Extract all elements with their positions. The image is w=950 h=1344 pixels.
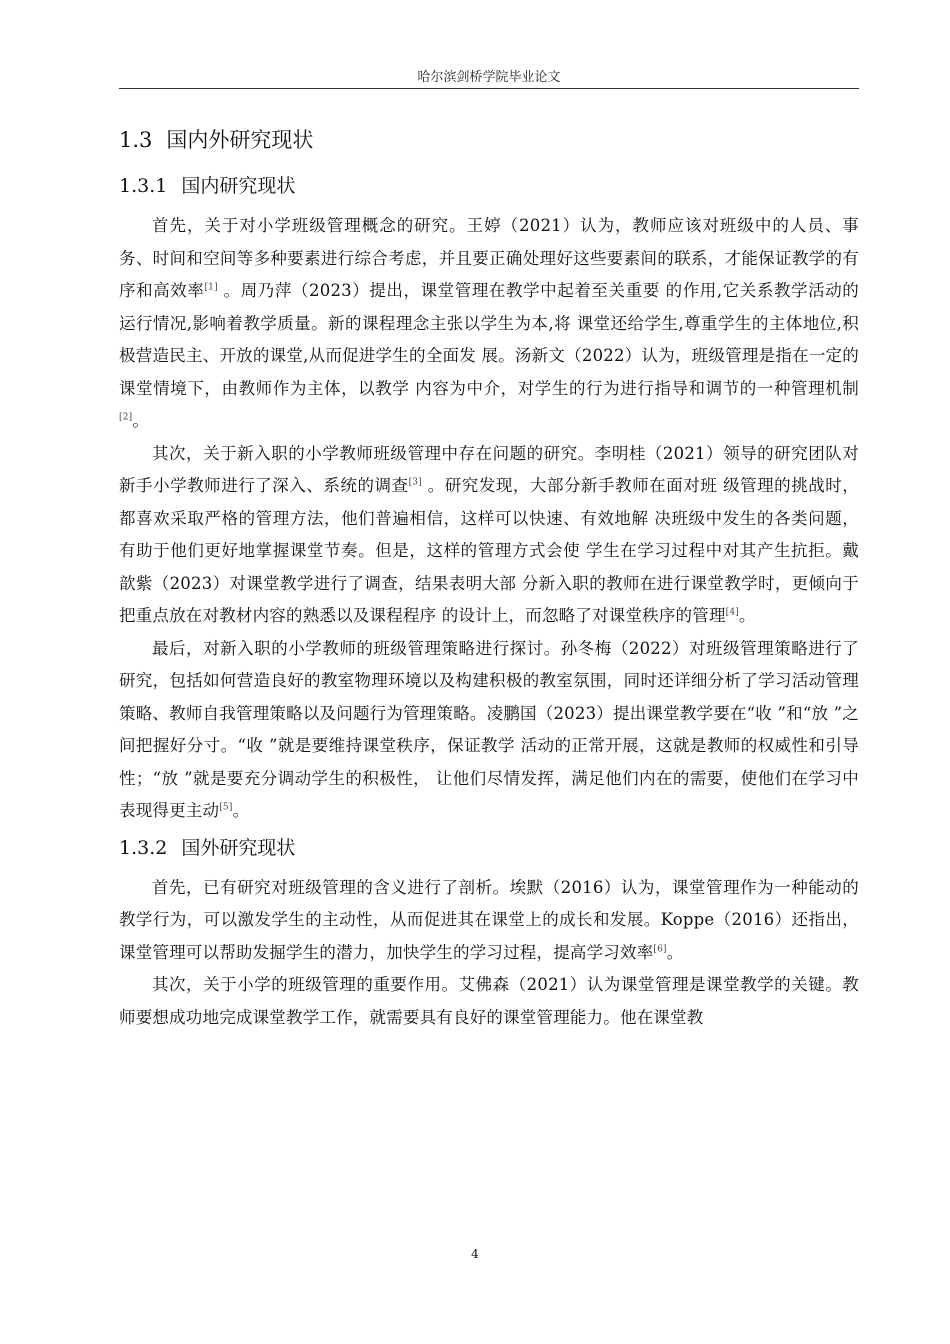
subsection-heading-domestic xyxy=(119,166,859,206)
page-number: 4 xyxy=(471,1247,479,1261)
paragraph-text: 首先，已有研究对班级管理的含义进行了剖析。埃默（2016）认为，课堂管理作为一种能动的教学行为，可以激发学生的主动性，从而促进其在课堂上的成长和发展。Koppe（2016）还指出，课堂管理可以帮助发掘学生的潜力，加快学生的学习过程，提高学习效率 xyxy=(119,877,859,962)
paragraph-domestic-concept xyxy=(119,210,859,438)
section-heading-wrap xyxy=(119,120,859,160)
section-title: 国内外研究现状 xyxy=(166,128,314,152)
subsection-number: 1.3.1 xyxy=(119,175,168,197)
section-heading xyxy=(119,120,859,160)
paragraph-text: 首先，关于对小学班级管理概念的研究。王婷（2021）认为，教师应该对班级中的人员、事务、时间和空间等多种要素进行综合考虑，并且要正确处理好这些要素间的联系，才能保证教学的有序和高效率 xyxy=(119,216,859,300)
paragraph-text: 。研究发现，大部分新手教师在面对班 级管理的挑战时，都喜欢采取严格的管理方法，他们普遍相信，这样可以快速、有效地解 决班级中发生的各类问题，有助于他们更好地掌握课堂节奏。但是，这样的管理方式会使 学生在学习过程中对其产生抗拒。戴歆紫（2023）对课堂教学进行了调查，结果表明大部 分新入职的教师在进行课堂教学时，更倾向于把重点放在对教材内容的熟悉以及课程程序 的设计上，而忽略了对课堂秩序的管理 xyxy=(119,476,860,625)
citation-ref: [4] xyxy=(725,607,740,618)
paragraph-domestic-strategies xyxy=(119,633,859,828)
paragraph-foreign-importance xyxy=(119,969,859,1034)
subsection-heading-wrap xyxy=(119,166,859,206)
citation-ref: [1] xyxy=(204,282,218,293)
citation-ref: [5] xyxy=(219,802,233,813)
citation-ref: [6] xyxy=(653,944,667,954)
section-number: 1.3 xyxy=(119,128,153,152)
paragraph-text: 。 xyxy=(739,606,756,625)
header-rule xyxy=(119,88,859,89)
subsection-heading-foreign xyxy=(119,828,859,868)
paragraph-text: 。 xyxy=(666,942,684,962)
running-header: 哈尔滨剑桥学院毕业论文 xyxy=(417,70,561,85)
subsection-heading-wrap xyxy=(119,828,859,868)
paragraph-text: 。 xyxy=(232,801,250,820)
paragraph-foreign-meaning xyxy=(119,872,859,970)
citation-ref: [2] xyxy=(119,412,133,423)
subsection-number: 1.3.2 xyxy=(119,836,168,859)
paragraph-text: 最后，对新入职的小学教师的班级管理策略进行探讨。孙冬梅（2022）对班级管理策略进行了研究，包括如何营造良好的教室物理环境以及构建积极的教室氛围，同时还详细分析了学习活动管理策略、教师自我管理策略以及问题行为管理策略。凌鹏国（2023）提出课堂教学要在“收 ”和“放 ”之间把握好分寸。“收 ”就是要维持课堂秩序，保证教学 活动的正常开展，这就是教师的权威性和引导性；“放 ”就是要充分调动学生的积极性， 让他们尽情发挥，满足他们内在的需要，使他们在学习中表现得更主动 xyxy=(119,638,859,820)
paragraph-text: 。 xyxy=(132,411,150,430)
subsection-title: 国内研究现状 xyxy=(181,175,296,197)
paragraph-domestic-problems xyxy=(119,438,859,633)
citation-ref: [3] xyxy=(408,477,422,488)
paragraph-text: 其次，关于小学的班级管理的重要作用。艾佛森（2021）认为课堂管理是课堂教学的关键。教师要想成功地完成课堂教学工作，就需要具有良好的课堂管理能力。他在课堂教 xyxy=(119,975,859,1027)
paragraph-text: 其次，关于新入职的小学教师班级管理中存在问题的研究。李明桂（2021）领导的研究团队对新手小学教师进行了深入、系统的调查 xyxy=(119,443,859,495)
paragraph-text: 。周乃萍（2023）提出，课堂管理在教学中起着至关重要 的作用,它关系教学活动的运行情况,影响着教学质量。新的课程理念主张以学生为本,将 课堂还给学生,尊重学生的主体地位,积极营造民主、开放的课堂,从而促进学生的全面发 展。汤新文（2022）认为，班级管理是指在一定的课堂情境下，由教师作为主体，以教学 内容为中介，对学生的行为进行指导和调节的一种管理机制 xyxy=(119,281,859,398)
subsection-title: 国外研究现状 xyxy=(181,836,296,859)
page-body xyxy=(119,120,859,1034)
